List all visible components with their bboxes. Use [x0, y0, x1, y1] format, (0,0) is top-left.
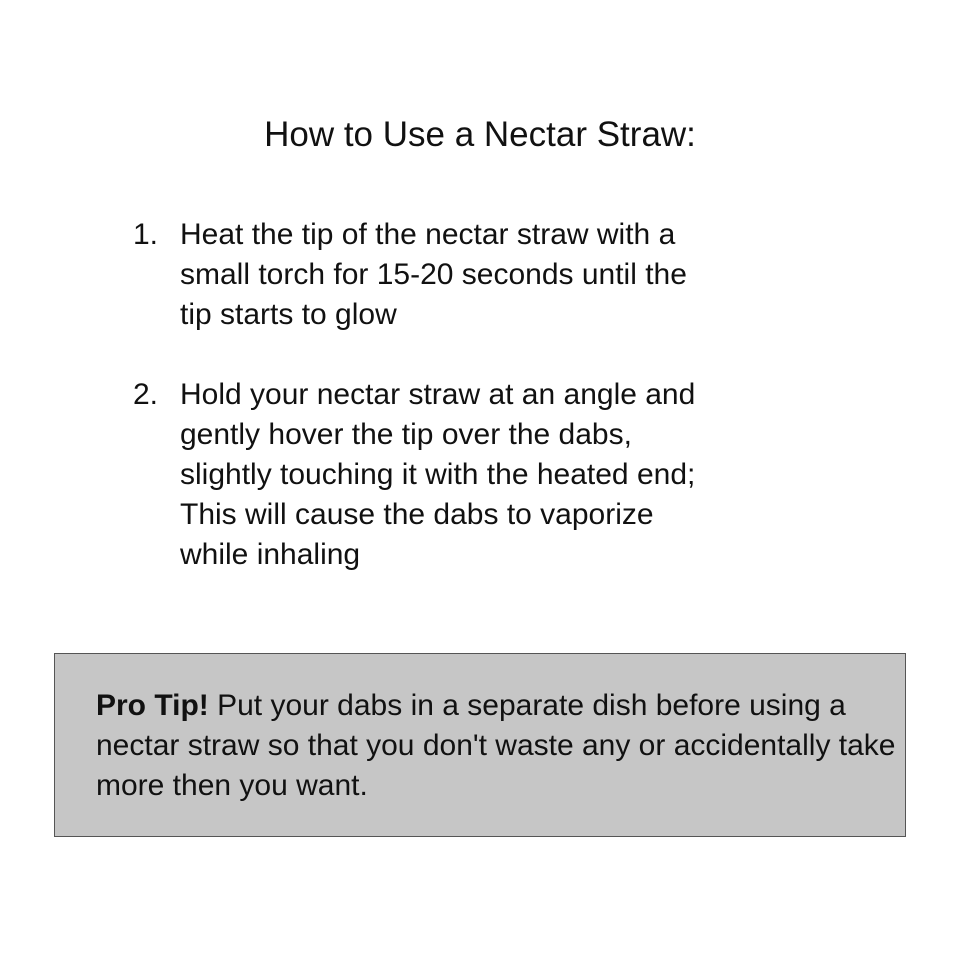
pro-tip-box: [54, 653, 906, 837]
step-number: 1.: [133, 218, 159, 251]
step-text: Hold your nectar straw at an angle and gently hover the tip over the dabs, slightly touching it with the heated end; This will cause the dabs to vaporize while inhaling: [180, 378, 696, 571]
pro-tip-text: Put your dabs in a separate dish before using a nectar straw so that you don't waste any or accidentally take more then you want.: [96, 689, 896, 802]
step-number: 2.: [133, 378, 159, 411]
pro-tip-label: Pro Tip!: [96, 689, 209, 722]
step-text: Heat the tip of the nectar straw with a small torch for 15-20 seconds until the tip starts to glow: [180, 218, 687, 331]
step-item: [133, 215, 853, 335]
pro-tip-paragraph: [96, 686, 896, 806]
instruction-steps: [133, 215, 853, 575]
step-item: [133, 375, 853, 575]
page-title: How to Use a Nectar Straw:: [264, 115, 696, 154]
